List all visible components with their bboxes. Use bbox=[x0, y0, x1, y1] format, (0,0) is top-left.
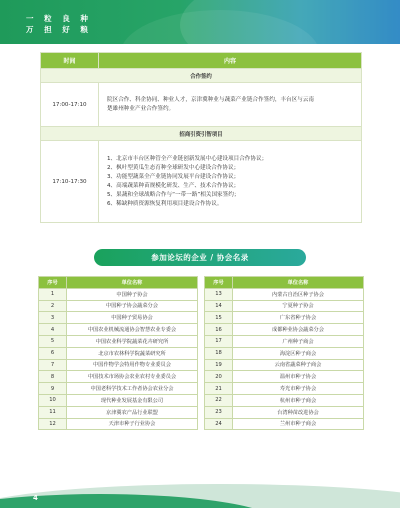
row-no: 11 bbox=[39, 406, 67, 418]
table-row bbox=[205, 324, 364, 336]
content-line: 5、果蔬和全球战略合作与“一带一路”相关国家签约； bbox=[107, 191, 240, 198]
content-line: 楚雄州种业产业合作签约。 bbox=[107, 105, 175, 112]
row-name: 中国农业科学院蔬菜花卉研究所 bbox=[67, 335, 198, 347]
participants-header-row bbox=[39, 277, 198, 289]
table-row bbox=[205, 371, 364, 383]
row-name: 广州种子商会 bbox=[233, 335, 364, 347]
table-row bbox=[205, 300, 364, 312]
col-no: 序号 bbox=[205, 277, 233, 289]
row-no: 2 bbox=[39, 300, 67, 312]
slogan-line-2: 万 担 好 粮 bbox=[26, 25, 92, 34]
table-row bbox=[39, 371, 198, 383]
schedule-row bbox=[41, 141, 362, 223]
section-title: 招商引资引智项目 bbox=[41, 127, 362, 141]
row-no: 12 bbox=[39, 418, 67, 430]
row-no: 6 bbox=[39, 347, 67, 359]
participants-title: 参加论坛的企业 / 协会名录 bbox=[94, 249, 306, 266]
table-row bbox=[205, 312, 364, 324]
table-row bbox=[39, 288, 198, 300]
participants-table-left bbox=[38, 276, 198, 430]
table-row bbox=[205, 394, 364, 406]
row-name: 中国技术市场协会农业农村专业委员会 bbox=[67, 371, 198, 383]
table-row bbox=[205, 383, 364, 395]
schedule-header-row bbox=[41, 53, 362, 69]
table-row bbox=[39, 324, 198, 336]
row-name: 北京市农林科学院蔬菜研究所 bbox=[67, 347, 198, 359]
table-row bbox=[205, 335, 364, 347]
row-name: 中国种子贸易协会 bbox=[67, 312, 198, 324]
row-name: 中国老科学技术工作者协会农业分会 bbox=[67, 383, 198, 395]
section-title: 合作签约 bbox=[41, 69, 362, 83]
schedule-section-row bbox=[41, 127, 362, 141]
schedule-col-content: 内容 bbox=[99, 53, 362, 69]
schedule-col-time: 时间 bbox=[41, 53, 99, 69]
row-no: 1 bbox=[39, 288, 67, 300]
table-row bbox=[205, 418, 364, 430]
table-row bbox=[39, 418, 198, 430]
table-row bbox=[39, 335, 198, 347]
row-name: 广东省种子协会 bbox=[233, 312, 364, 324]
page-number: 4 bbox=[33, 494, 38, 502]
participants-table-right bbox=[204, 276, 364, 430]
row-name: 中国种子协会 bbox=[67, 288, 198, 300]
table-row bbox=[205, 288, 364, 300]
participants-header-row bbox=[205, 277, 364, 289]
row-name: 中国农业机械流通协会智慧农业专委会 bbox=[67, 324, 198, 336]
row-name: 京津冀农产品行业联盟 bbox=[67, 406, 198, 418]
row-name: 内蒙古自治区种子协会 bbox=[233, 288, 364, 300]
row-name: 中国种子协会蔬菜分会 bbox=[67, 300, 198, 312]
header-banner bbox=[0, 0, 400, 44]
row-name: 宁夏种子协会 bbox=[233, 300, 364, 312]
row-no: 24 bbox=[205, 418, 233, 430]
row-name: 台湾种苗改进协会 bbox=[233, 406, 364, 418]
table-row bbox=[205, 359, 364, 371]
schedule-table bbox=[40, 52, 362, 223]
row-no: 3 bbox=[39, 312, 67, 324]
schedule-time: 17:00-17:10 bbox=[41, 83, 99, 127]
content-line: 4、高端蔬菜种苗规模化研发、生产、技术合作协议； bbox=[107, 182, 240, 189]
schedule-time: 17:10-17:30 bbox=[41, 141, 99, 223]
row-no: 4 bbox=[39, 324, 67, 336]
row-name: 现代种业发展基金有限公司 bbox=[67, 394, 198, 406]
table-row bbox=[39, 347, 198, 359]
row-name: 天津市种子行业协会 bbox=[67, 418, 198, 430]
row-no: 20 bbox=[205, 371, 233, 383]
content-line: 1、北京市丰台区种管全产业链创新发展中心建设项目合作协议； bbox=[107, 155, 268, 162]
col-no: 序号 bbox=[39, 277, 67, 289]
row-name: 温州市种子协会 bbox=[233, 371, 364, 383]
row-name: 中国作物学会特用作物专业委员会 bbox=[67, 359, 198, 371]
col-name: 单位名称 bbox=[67, 277, 198, 289]
schedule-section-row bbox=[41, 69, 362, 83]
schedule-content bbox=[99, 141, 362, 223]
row-no: 22 bbox=[205, 394, 233, 406]
page-footer bbox=[0, 484, 400, 508]
table-row bbox=[39, 406, 198, 418]
row-no: 5 bbox=[39, 335, 67, 347]
row-name: 兰州市种子商会 bbox=[233, 418, 364, 430]
row-name: 杭州市种子商会 bbox=[233, 394, 364, 406]
table-row bbox=[39, 383, 198, 395]
row-no: 7 bbox=[39, 359, 67, 371]
row-no: 23 bbox=[205, 406, 233, 418]
schedule-content bbox=[99, 83, 362, 127]
row-no: 8 bbox=[39, 371, 67, 383]
row-no: 19 bbox=[205, 359, 233, 371]
slogan-line-1: 一 粒 良 种 bbox=[26, 14, 92, 23]
row-no: 14 bbox=[205, 300, 233, 312]
row-name: 成都种业协会蔬菜分会 bbox=[233, 324, 364, 336]
table-row bbox=[205, 406, 364, 418]
row-name: 海淀区种子商会 bbox=[233, 347, 364, 359]
schedule-row bbox=[41, 83, 362, 127]
content-line: 2、枫叶型黄瓜生态育种全球研发中心建设合作协议； bbox=[107, 164, 240, 171]
row-no: 16 bbox=[205, 324, 233, 336]
row-name: 寿光市种子协会 bbox=[233, 383, 364, 395]
row-no: 10 bbox=[39, 394, 67, 406]
content-line: 3、功能型蔬菜全产业链协同发展平台建设合作协议； bbox=[107, 173, 240, 180]
row-no: 13 bbox=[205, 288, 233, 300]
row-no: 15 bbox=[205, 312, 233, 324]
table-row bbox=[39, 300, 198, 312]
content-line: 院区合作、科企协同、种业人才，京津冀种业与蔬菜产业链合作签约，丰台区与云南 bbox=[107, 96, 314, 103]
row-name: 云南省蔬菜种子商会 bbox=[233, 359, 364, 371]
table-row bbox=[205, 347, 364, 359]
content-line: 6、稀缺种质资源恢复利用项目建设合作协议。 bbox=[107, 200, 223, 207]
row-no: 18 bbox=[205, 347, 233, 359]
table-row bbox=[39, 312, 198, 324]
row-no: 17 bbox=[205, 335, 233, 347]
table-row bbox=[39, 359, 198, 371]
col-name: 单位名称 bbox=[233, 277, 364, 289]
row-no: 9 bbox=[39, 383, 67, 395]
table-row bbox=[39, 394, 198, 406]
row-no: 21 bbox=[205, 383, 233, 395]
